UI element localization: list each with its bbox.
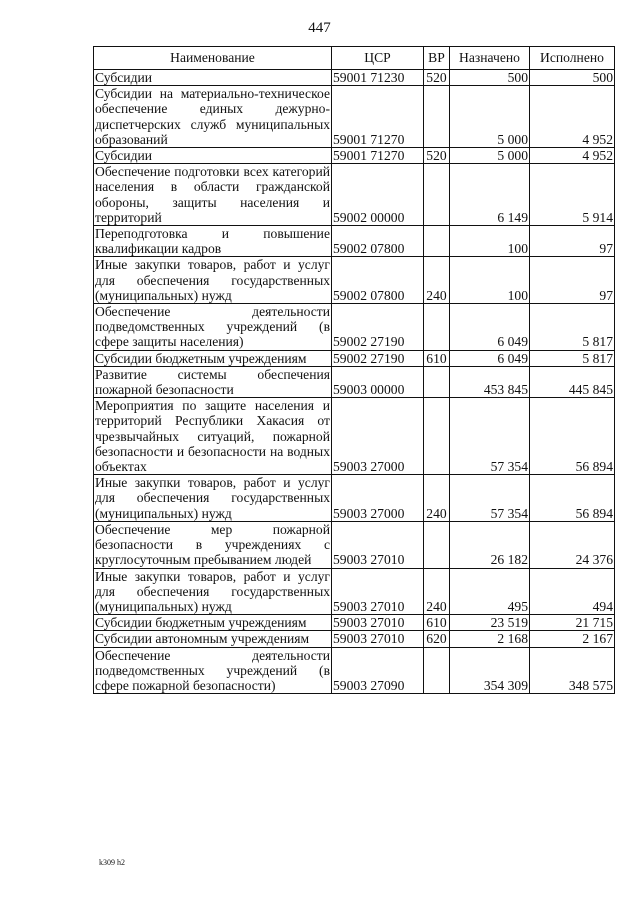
row-name: Мероприятия по защите населения и территорий Республики Хакасия от чрезвычайных ситуаций, пожарной безопасности и безопасности на водных объектах: [95, 398, 330, 475]
row-vr: 240: [424, 257, 450, 304]
table-row: [94, 647, 615, 694]
budget-table: [93, 46, 615, 694]
row-assigned: 6 149: [450, 164, 530, 226]
row-assigned: 5 000: [450, 148, 530, 164]
row-vr: [424, 366, 450, 397]
row-vr: [424, 398, 450, 475]
table-row: [94, 257, 615, 304]
row-vr: 240: [424, 568, 450, 615]
page-number: 447: [308, 20, 331, 36]
row-name: Иные закупки товаров, работ и услуг для обеспечения государственных (муниципальных) нужд: [95, 475, 330, 521]
row-assigned: 500: [450, 70, 530, 86]
row-vr: 240: [424, 475, 450, 522]
row-csr: 59003 00000: [332, 366, 424, 397]
row-executed: 5 914: [530, 164, 615, 226]
row-csr: 59001 71270: [332, 86, 424, 148]
row-executed: 56 894: [530, 475, 615, 522]
row-vr: [424, 226, 450, 257]
row-executed: 56 894: [530, 398, 615, 475]
table-row: [94, 86, 615, 148]
row-assigned: 57 354: [450, 398, 530, 475]
table-row: [94, 615, 615, 631]
row-vr: [424, 647, 450, 694]
row-executed: 21 715: [530, 615, 615, 631]
row-assigned: 354 309: [450, 647, 530, 694]
row-name: Обеспечение подготовки всех категорий населения в области гражданской обороны, защиты населения и территорий: [95, 164, 330, 225]
header-csr: ЦСР: [332, 47, 424, 70]
row-name: Иные закупки товаров, работ и услуг для обеспечения государственных (муниципальных) нужд: [95, 568, 330, 614]
table-row: [94, 398, 615, 475]
row-name: Иные закупки товаров, работ и услуг для обеспечения государственных (муниципальных) нужд: [95, 257, 330, 303]
row-csr: 59003 27010: [332, 568, 424, 615]
table-row: [94, 304, 615, 351]
row-executed: 5 817: [530, 304, 615, 351]
row-assigned: 100: [450, 257, 530, 304]
row-name: Переподготовка и повышение квалификации кадров: [95, 226, 330, 257]
table-row: [94, 226, 615, 257]
table-body: [94, 70, 615, 694]
row-vr: 610: [424, 350, 450, 366]
row-csr: 59003 27000: [332, 398, 424, 475]
row-name: Субсидии на материально-техническое обеспечение единых дежурно-диспетчерских служб муниципальных образований: [95, 86, 330, 147]
header-row: [94, 47, 615, 70]
row-name: Субсидии: [94, 70, 332, 86]
row-vr: 610: [424, 615, 450, 631]
row-name: Обеспечение деятельности подведомственных учреждений (в сфере защиты населения): [95, 304, 330, 350]
row-csr: 59001 71270: [332, 148, 424, 164]
row-name: Субсидии автономным учреждениям: [94, 631, 332, 647]
row-executed: 494: [530, 568, 615, 615]
row-name: Обеспечение мер пожарной безопасности в учреждениях с круглосуточным пребыванием людей: [95, 521, 330, 568]
table-row: [94, 475, 615, 522]
row-csr: 59003 27010: [332, 521, 424, 568]
row-vr: [424, 164, 450, 226]
row-executed: 2 167: [530, 631, 615, 647]
table-row: [94, 148, 615, 164]
table-row: [94, 568, 615, 615]
row-executed: 445 845: [530, 366, 615, 397]
row-vr: [424, 86, 450, 148]
row-executed: 348 575: [530, 647, 615, 694]
header-vr: ВР: [424, 47, 450, 70]
table-row: [94, 631, 615, 647]
row-executed: 4 952: [530, 86, 615, 148]
row-assigned: 2 168: [450, 631, 530, 647]
row-executed: 97: [530, 226, 615, 257]
row-executed: 24 376: [530, 521, 615, 568]
table-row: [94, 350, 615, 366]
row-name: Обеспечение деятельности подведомственных учреждений (в сфере пожарной безопасности): [95, 647, 330, 693]
table-row: [94, 521, 615, 568]
row-vr: [424, 304, 450, 351]
row-csr: 59003 27090: [332, 647, 424, 694]
row-vr: 520: [424, 70, 450, 86]
row-vr: [424, 521, 450, 568]
header-executed: Исполнено: [530, 47, 615, 70]
row-assigned: 453 845: [450, 366, 530, 397]
row-executed: 4 952: [530, 148, 615, 164]
row-name: Субсидии бюджетным учреждениям: [94, 350, 332, 366]
row-assigned: 100: [450, 226, 530, 257]
row-assigned: 6 049: [450, 304, 530, 351]
table-row: [94, 366, 615, 397]
row-name: Субсидии: [94, 148, 332, 164]
row-csr: 59002 00000: [332, 164, 424, 226]
row-executed: 500: [530, 70, 615, 86]
row-assigned: 57 354: [450, 475, 530, 522]
row-vr: 520: [424, 148, 450, 164]
row-assigned: 23 519: [450, 615, 530, 631]
row-csr: 59003 27010: [332, 615, 424, 631]
row-csr: 59001 71230: [332, 70, 424, 86]
header-name: Наименование: [94, 47, 332, 70]
row-name: Субсидии бюджетным учреждениям: [94, 615, 332, 631]
row-csr: 59002 07800: [332, 257, 424, 304]
row-csr: 59002 07800: [332, 226, 424, 257]
header-assigned: Назначено: [450, 47, 530, 70]
row-name: Развитие системы обеспечения пожарной безопасности: [95, 366, 330, 398]
row-csr: 59003 27000: [332, 475, 424, 522]
footer-code: k309 h2: [99, 858, 125, 867]
row-assigned: 6 049: [450, 350, 530, 366]
row-assigned: 5 000: [450, 86, 530, 148]
row-executed: 5 817: [530, 350, 615, 366]
table-row: [94, 164, 615, 226]
row-csr: 59002 27190: [332, 304, 424, 351]
row-assigned: 26 182: [450, 521, 530, 568]
row-csr: 59002 27190: [332, 350, 424, 366]
row-csr: 59003 27010: [332, 631, 424, 647]
row-executed: 97: [530, 257, 615, 304]
table-row: [94, 70, 615, 86]
row-vr: 620: [424, 631, 450, 647]
row-assigned: 495: [450, 568, 530, 615]
